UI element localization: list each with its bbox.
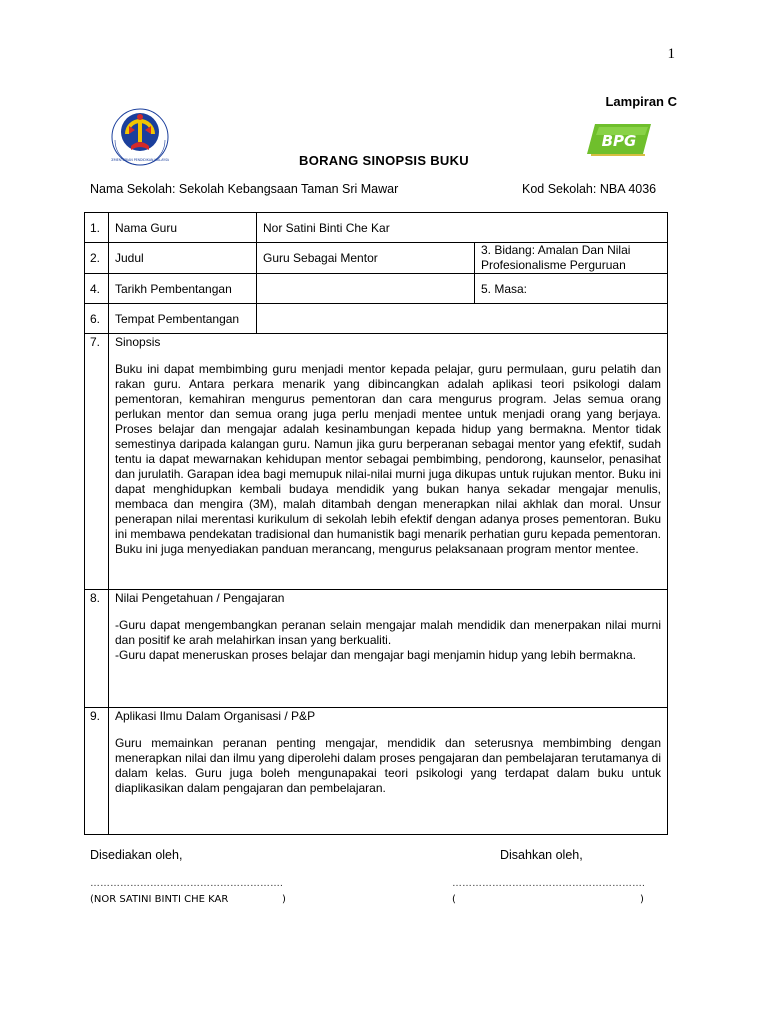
teacher-name-value: Nor Satini Binti Che Kar <box>257 213 668 243</box>
section-label: Sinopsis <box>115 335 161 349</box>
approved-by-close-paren: ) <box>640 894 644 905</box>
synopsis-cell <box>109 334 668 590</box>
row-presentation-place <box>85 304 668 334</box>
row-teacher-name <box>85 213 668 243</box>
row-number: 2. <box>85 243 109 274</box>
synopsis-form-table <box>84 212 668 835</box>
row-number: 8. <box>85 590 109 708</box>
approved-by-label: Disahkan oleh, <box>500 848 583 862</box>
school-code: Kod Sekolah: NBA 4036 <box>522 182 657 196</box>
school-name: Nama Sekolah: Sekolah Kebangsaan Taman Sri Mawar <box>90 182 399 196</box>
field-label: Judul <box>109 243 257 274</box>
application-text: Guru memainkan peranan penting mengajar, mendidik dan seterusnya membimbing dengan menerapkan nilai dan ilmu yang diperolehi dalam proses pengajaran dan pembelajaran terutamanya di dalam kelas. Guru juga boleh mengunapakai teori psikologi yang terdapat dalam buku untuk diaplikasikan dalam pengajaran dan pembelajaran. <box>115 736 662 795</box>
knowledge-cell <box>109 590 668 708</box>
bpg-logo-text: BPG <box>601 132 637 150</box>
row-number: 9. <box>85 708 109 835</box>
signature-line-left: …………………………………………………. <box>90 878 283 889</box>
field-label: Nama Guru <box>109 213 257 243</box>
row-number: 7. <box>85 334 109 590</box>
row-number: 6. <box>85 304 109 334</box>
signature-line-right: …………………………………………………. <box>452 878 645 889</box>
row-application <box>85 708 668 835</box>
section-label: Nilai Pengetahuan / Pengajaran <box>115 591 285 605</box>
row-number: 4. <box>85 274 109 304</box>
row-presentation-date <box>85 274 668 304</box>
synopsis-text: Buku ini dapat membimbing guru menjadi mentor kepada pelajar, guru permulaan, guru pelatih dan rakan guru. Antara perkara menarik yang dibincangkan adalah aplikasi teori psikologi dalam pementoran, kemahiran mengurus pementoran dan cara mengurus program. Jelas semua orang perlukan mentor dan semua orang juga perlu menjadi mentee untuk menjadi orang yang berjaya. Proses belajar dan mengajar adalah kesinambungan kepada hidup yang bermakna. Mentor tidak semestinya daripada kalangan guru. Namun jika guru berperanan sebagai mentor yang efektif, sudah tentu ia dapat mewarnakan kehidupan mentor sebagai pembimbing, pendorong, kaunselor, penasihat dan jurulatih. Garapan idea bagi memupuk nilai-nilai murni juga dikupas untuk rujukan mentor. Buku ini dapat menghidupkan kembali budaya mendidik yang bukan hanya sekadar mengajar menulis, membaca dan mengira (3M), malah ditambah dengan menerapkan nilai akhlak dan moral. Unsur penerapan nilai merentasi kurikulum di sekolah lebih efektif dengan adanya proses pementoran. Buku ini membawa pendekatan tradisional dan humanistik bagi menarik perhatian guru kepada pementoran. Buku ini juga menyediakan panduan merancang, mengurus pelaksanaan program mentor mentee. <box>115 362 662 556</box>
row-title <box>85 243 668 274</box>
prepared-by-label: Disediakan oleh, <box>90 848 183 862</box>
field-area-value: 3. Bidang: Amalan Dan Nilai Profesionalisme Perguruan <box>475 243 668 274</box>
field-label: Tarikh Pembentangan <box>109 274 257 304</box>
application-cell <box>109 708 668 835</box>
page-number: 1 <box>667 46 675 62</box>
prepared-by-name: (NOR SATINI BINTI CHE KAR <box>90 894 229 905</box>
knowledge-text-1: -Guru dapat mengembangkan peranan selain mengajar malah mendidik dan menerpakan nilai murni dan positif ke arah melahirkan insan yang berkualiti. <box>115 618 662 647</box>
row-number: 1. <box>85 213 109 243</box>
time-label: 5. Masa: <box>475 274 668 304</box>
bpg-logo <box>585 121 653 157</box>
presentation-place-value <box>257 304 668 334</box>
prepared-by-close-paren: ) <box>282 894 286 905</box>
form-title: BORANG SINOPSIS BUKU <box>299 153 469 168</box>
section-label: Aplikasi Ilmu Dalam Organisasi / P&P <box>115 709 316 723</box>
row-synopsis <box>85 334 668 590</box>
book-title-value: Guru Sebagai Mentor <box>257 243 475 274</box>
knowledge-text-2: -Guru dapat meneruskan proses belajar dan mengajar bagi menjamin hidup yang lebih bermakna. <box>115 648 636 662</box>
presentation-date-value <box>257 274 475 304</box>
appendix-label: Lampiran C <box>605 94 677 109</box>
field-label: Tempat Pembentangan <box>109 304 257 334</box>
logo-ring-text: KEMENTERIAN PENDIDIKAN MALAYSIA <box>111 158 169 162</box>
approved-by-open-paren: ( <box>452 894 456 905</box>
row-knowledge-value <box>85 590 668 708</box>
